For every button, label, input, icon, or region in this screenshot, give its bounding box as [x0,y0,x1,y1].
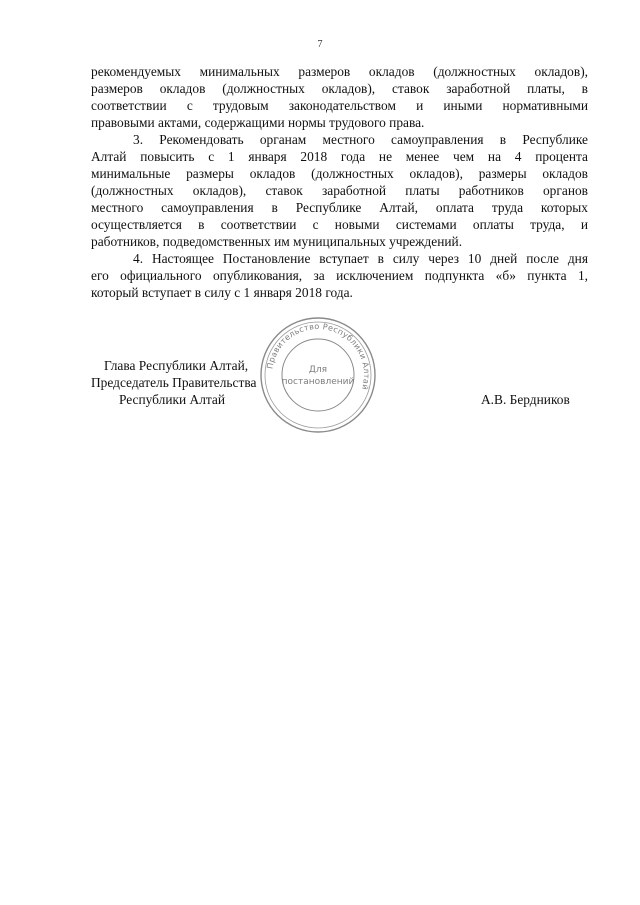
text-line: (должностных окладов), ставок заработной платы работников органов [91,183,588,198]
text-line: осуществляется в соответствии с новыми системами оплаты труда, и [91,217,588,232]
page-number: 7 [317,39,323,50]
text-line: Алтай повысить с 1 января 2018 года не менее чем на 4 процента [91,149,588,164]
official-stamp [258,315,378,435]
signatory-title-line3: Республики Алтай [119,392,226,407]
text-line: его официального опубликования, за исключением подпункта «б» пункта 1, [91,268,588,283]
text-line: размеров окладов (должностных окладов), ставок заработной платы, в [91,81,588,96]
stamp-ring-text: Правительство Республики Алтай [265,321,372,391]
text-line: рекомендуемых минимальных размеров окладов (должностных окладов), [91,64,588,79]
text-line: работников, подведомственных им муниципальных учреждений. [91,234,463,249]
signatory-title-line1: Глава Республики Алтай, [104,358,249,373]
text-line: местного самоуправления в Республике Алтай, оплата труда которых [91,200,588,215]
stamp-center-line2: постановлений [281,377,355,387]
signatory-name: А.В. Бердников [481,392,570,407]
text-line: правовыми актами, содержащими нормы трудового права. [91,115,425,130]
stamp-center-line1: Для [308,365,328,375]
text-line: 3. Рекомендовать органам местного самоуправления в Республике [133,132,588,147]
text-line: 4. Настоящее Постановление вступает в силу через 10 дней после дня [133,251,588,266]
text-line: который вступает в силу с 1 января 2018 года. [91,285,353,300]
text-line: соответствии с трудовым законодательством и иными нормативными [91,98,588,113]
text-line: минимальные размеры окладов (должностных окладов), размеры окладов [91,166,588,181]
signatory-title-line2: Председатель Правительства [91,375,257,390]
